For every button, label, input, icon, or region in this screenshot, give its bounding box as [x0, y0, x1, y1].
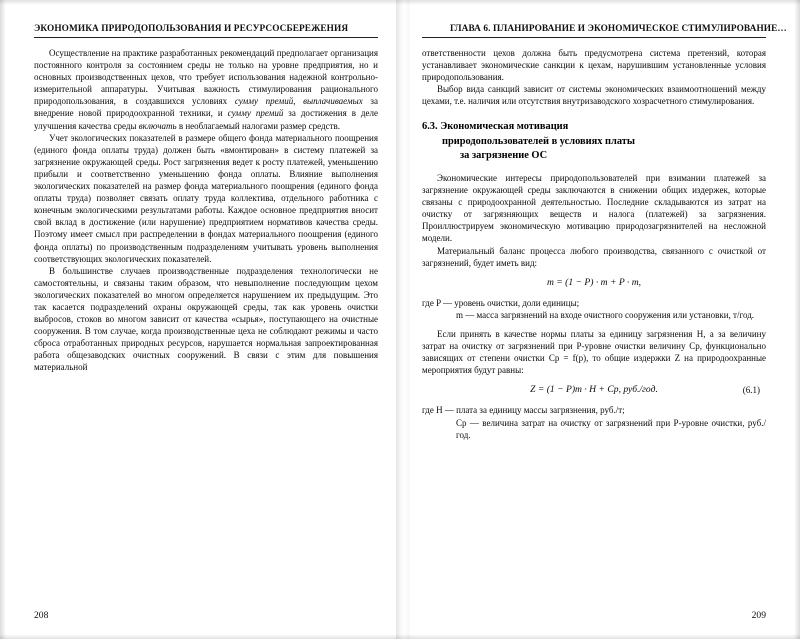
- running-head-right: ГЛАВА 6. ПЛАНИРОВАНИЕ И ЭКОНОМИЧЕСКОЕ СТИМУЛИРОВАНИЕ…: [450, 24, 787, 34]
- definition-item: где P — уровень очистки, доли единицы;: [422, 297, 580, 308]
- definition-list-1: [422, 297, 766, 321]
- definition-item: где H — плата за единицу массы загрязнения, руб./т;: [422, 405, 625, 416]
- definition-item: Cp — величина затрат на очистку от загрязнений при Р-уровне очистки, руб./год.: [456, 417, 766, 440]
- definition-item: m — масса загрязнений на входе очистного сооружения или установки, т/год.: [456, 309, 755, 320]
- formula-material-balance: [422, 277, 766, 289]
- italic-phrase: сумму премий, выплачиваемых: [234, 96, 363, 107]
- paragraph: Учет экологических показателей в размере общего фонда материального поощрения (единого фонда оплаты труда) должен быть «вмонтирован» в систему платежей за загрязнение окружающей среды. Рост загрязнения ведет к росту платежей, уменьшению прибыли и соответственно уменьшению фонда оплаты. Влияние выполнения экологических показателей на размер фонда материального поощрения (единого фонда оплаты труда) позволяет связать оплату труда коллектива, отдельного работника с конечным экологическими результатами работы. Каждое основное предприятия вносит свой вклад в достижение (или нарушение) предприятием нормативов качества среды. Поэтому имеет смысл при распределении в фондах материального поощрения (единого фонда оплаты) по производственным подразделениям учитывать уровень выполнения соответствующих экологических показателей.: [34, 132, 378, 264]
- paragraph: Осуществление на практике разработанных рекомендаций предполагает организация постоянного контроля за состоянием среды не только на уровне предприятия, но и основных производственных цехов, что требует использования надежной контрольно-измерительной аппаратуры. Учитывая важность стимулирования рационального природопользования, в создавшихся условиях сумму премий, выплачиваемых за внедрение новой природоохранной техники, и сумму премий за достижения в деле улучшения качества среды включать в необлагаемый налогами размер средств.: [34, 48, 378, 131]
- paragraph: В большинстве случаев производственные подразделения технологически не самостоятельны, и связаны таким образом, что невыполнение последующим цехом экологических показателей во многом определяется нарушением их предыдущим. Это так касается подразделений охраны окружающей среды, так как уровень очистки выбросов, стоков во многом зависит от качества «сырья», поступающего на очистные сооружения. В том случае, когда производственные цеха не соблюдают режимы и часто сброса отработанных природных ресурсов, нарушается нормальная запроектированная работа общезаводских очистных сооружений. В связи с этим для повышения материальной: [34, 265, 378, 373]
- formula-total-costs: [422, 384, 766, 396]
- right-column-body: [422, 47, 766, 441]
- header-rule-left: [34, 37, 378, 38]
- section-heading: [422, 120, 766, 164]
- folio-right: 209: [751, 610, 766, 621]
- paragraph: Если принять в качестве нормы платы за единицу загрязнения Н, а за величину затрат на очистку от загрязнений при Р-уровне очистки величину Сp, функционально зависящих от степени очистки Сp = f(p), то общие издержки Z на природоохранные мероприятия будут равны:: [422, 329, 766, 376]
- paragraph: Материальный баланс процесса любого производства, связанного с очисткой от загрязнений, будет иметь вид:: [422, 245, 766, 268]
- running-head-left: ЭКОНОМИКА ПРИРОДОПОЛЬЗОВАНИЯ И РЕСУРСОСБЕРЕЖЕНИЯ: [34, 24, 349, 34]
- paragraph: Экономические интересы природопользователей при взимании платежей за загрязнение окружающей среды заключаются в снижении общих издержек, которые связаны с природоохранной деятельностью. Последние складываются из затрат на очистку от загрязняющих веществ и налога (платежей) за загрязнения. Проиллюстрируем экономическую мотивацию природозагрязнителей на несложной модели.: [422, 172, 766, 244]
- formula-text: Z = (1 − P)m · H + Cp, руб./год.: [530, 384, 658, 396]
- paragraph: Выбор вида санкций зависит от системы экономических взаимоотношений между цехами, т.е. наличия или отсутствия внутризаводского хозрасчетного стимулирования.: [422, 84, 766, 107]
- section-title-line3: за загрязнение ОС: [460, 150, 548, 162]
- section-number: 6.3.: [422, 121, 438, 133]
- page-right: [400, 0, 800, 639]
- section-title-line2: природопользователей в условиях платы: [442, 135, 636, 147]
- definition-list-2: [422, 404, 766, 440]
- italic-phrase: включать: [138, 120, 177, 131]
- italic-phrase: сумму премий: [227, 108, 284, 119]
- formula-text: m = (1 − P) · m + P · m,: [546, 276, 642, 288]
- folio-left: 208: [34, 610, 49, 621]
- left-column-body: [34, 47, 378, 374]
- header-rule-right: [422, 37, 766, 38]
- formula-number: (6.1): [742, 385, 760, 396]
- section-title-line1: Экономическая мотивация: [440, 121, 569, 133]
- paragraph: ответственности цехов должна быть предусмотрена система претензий, которая устанавливает экономические санкции к цехам, нарушившим установленные условия природопользования.: [422, 48, 766, 83]
